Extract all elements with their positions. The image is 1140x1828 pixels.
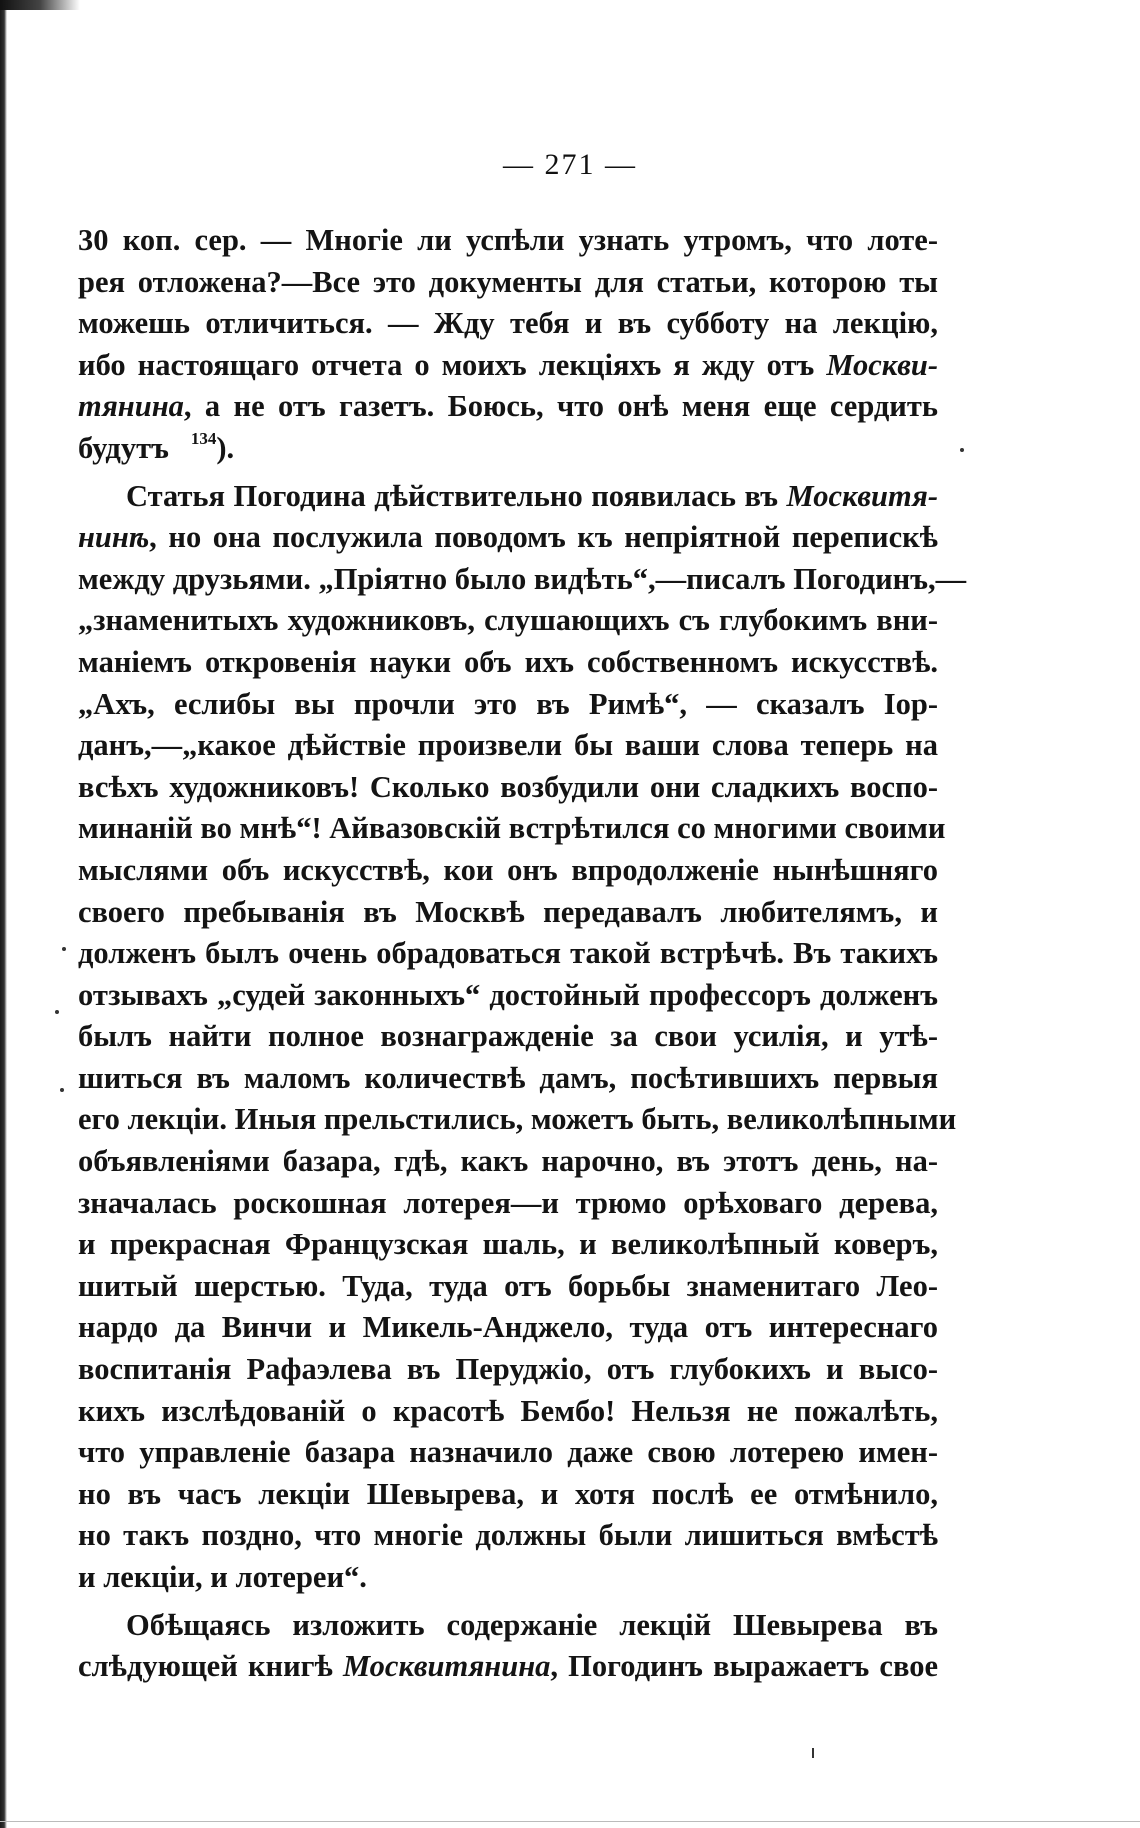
- scan-left-edge: [0, 0, 7, 1828]
- text-line: „Ахъ, еслибы вы прочли это въ Римѣ“, — сказалъ Іор-: [78, 686, 938, 721]
- text-line: минаній во мнѣ“! Айвазовскій встрѣтился со многими своими: [78, 811, 946, 846]
- text-line: отзывахъ „судей законныхъ“ достойный профессоръ долженъ: [78, 977, 938, 1012]
- page-number: — 271 —: [503, 148, 637, 181]
- text-line: но такъ поздно, что многіе должны были лишиться вмѣстѣ: [78, 1518, 938, 1553]
- scan-speck: [60, 1088, 64, 1092]
- text-line: что управленіе базара назначило даже свою лотерею имен-: [78, 1435, 938, 1470]
- text-line: между друзьями. „Пріятно было видѣть“,—писалъ Погодинъ,—: [78, 561, 967, 596]
- text-line: своего пребыванія въ Москвѣ передавалъ любителямъ, и: [78, 894, 938, 929]
- text-line: мыслями объ искусствѣ, кои онъ впродолженіе нынѣшняго: [78, 852, 938, 887]
- text-line: шиться въ маломъ количествѣ дамъ, посѣтившихъ первыя: [78, 1060, 938, 1095]
- text-line: слѣдующей книгѣ Москвитянина, Погодинъ выражаетъ свое: [78, 1649, 938, 1684]
- text-line: всѣхъ художниковъ! Сколько возбудили они сладкихъ воспо-: [78, 769, 938, 804]
- text-line: долженъ былъ очень обрадоваться такой встрѣчѣ. Въ такихъ: [78, 936, 938, 971]
- scan-speck: [55, 1010, 59, 1014]
- scan-speck: [62, 947, 66, 951]
- text-line: былъ найти полное вознагражденіе за свои усилія, и утѣ-: [78, 1019, 938, 1054]
- text-line: воспитанія Рафаэлева въ Перуджіо, отъ глубокихъ и высо-: [78, 1352, 938, 1387]
- text-line: объявленіями базара, гдѣ, какъ нарочно, въ этотъ день, на-: [78, 1144, 938, 1179]
- text-line: тянина, а не отъ газетъ. Боюсь, что онѣ меня еще сердить: [78, 389, 938, 424]
- scan-bottom-edge: [0, 1821, 1140, 1822]
- text-line: данъ,—„какое дѣйствіе произвели бы ваши слова теперь на: [78, 728, 938, 763]
- text-line: Статья Погодина дѣйствительно появилась въ Москвитя-: [126, 478, 938, 513]
- body-text: [78, 220, 967, 1688]
- text-line: „знаменитыхъ художниковъ, слушающихъ съ глубокимъ вни-: [78, 603, 938, 638]
- text-line: шитый шерстью. Туда, туда отъ борьбы знаменитаго Лео-: [78, 1268, 938, 1303]
- text-line: нардо да Винчи и Микель-Анджело, туда отъ интереснаго: [78, 1310, 938, 1345]
- text-line: можешь отличиться. — Жду тебя и въ субботу на лекцію,: [78, 306, 938, 341]
- text-line: значалась роскошная лотерея—и трюмо орѣховаго дерева,: [78, 1185, 938, 1220]
- text-line: Обѣщаясь изложить содержаніе лекцій Шевырева въ: [126, 1607, 938, 1642]
- text-line: его лекціи. Иныя прельстились, можетъ быть, великолѣпными: [78, 1102, 957, 1137]
- text-line: и прекрасная Французская шаль, и великолѣпный коверъ,: [78, 1227, 938, 1262]
- text-line: но въ часъ лекціи Шевырева, и хотя послѣ ее отмѣнило,: [78, 1476, 938, 1511]
- footnote-marker: 134: [190, 428, 217, 448]
- text-line: будутъ $^{134}$).: [78, 428, 235, 465]
- text-line: маніемъ откровенія науки объ ихъ собственномъ искусствѣ.: [78, 644, 938, 679]
- scan-speck: [960, 448, 964, 452]
- text-line: и лекціи, и лотереи“.: [78, 1560, 367, 1594]
- text-line: кихъ изслѣдованій о красотѣ Бембо! Нельзя не пожалѣть,: [78, 1393, 938, 1428]
- scan-top-corner: [0, 0, 80, 10]
- text-line: ибо настоящаго отчета о моихъ лекціяхъ я жду отъ Москви-: [78, 347, 938, 382]
- scan-speck: [812, 1748, 814, 1758]
- text-line: 30 коп. сер. — Многіе ли успѣли узнать утромъ, что лоте-: [78, 223, 938, 257]
- text-line: нинѣ, но она послужила поводомъ къ непріятной перепискѣ: [78, 520, 938, 555]
- text-line: рея отложена?—Все это документы для статьи, которою ты: [78, 264, 938, 299]
